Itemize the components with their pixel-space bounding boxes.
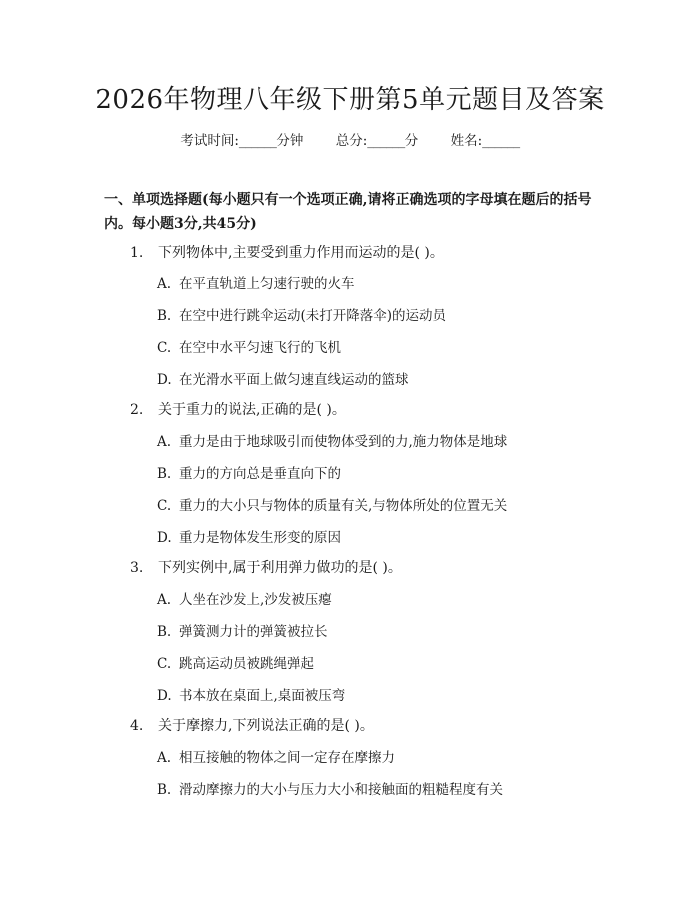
option-1b <box>157 306 446 326</box>
option-text: 重力是物体发生形变的原因 <box>179 530 341 546</box>
question-text: 关于摩擦力,下列说法正确的是( )。 <box>158 718 374 734</box>
time-label: 考试时间: <box>180 133 239 149</box>
option-text: 相互接触的物体之间一定存在摩擦力 <box>179 750 395 766</box>
option-2a <box>157 432 507 452</box>
section-heading: 一、单项选择题(每小题只有一个选项正确,请将正确选项的字母填在题后的括号内。每小题3分,共45分) <box>104 192 592 232</box>
option-4a <box>157 748 395 768</box>
option-letter: A. <box>157 434 172 450</box>
option-2b <box>157 464 341 484</box>
option-letter: B. <box>157 624 172 640</box>
option-letter: A. <box>157 276 172 292</box>
time-blank: ______ <box>238 133 277 149</box>
question-4 <box>130 716 374 736</box>
option-text: 在光滑水平面上做匀速直线运动的篮球 <box>179 372 409 388</box>
option-text: 书本放在桌面上,桌面被压弯 <box>179 688 346 704</box>
time-field <box>180 133 303 149</box>
option-text: 人坐在沙发上,沙发被压瘪 <box>179 592 332 608</box>
question-number: 4. <box>130 718 144 734</box>
time-unit: 分钟 <box>276 133 304 149</box>
option-3d <box>157 686 345 706</box>
score-field <box>336 133 419 149</box>
exam-info-line <box>0 131 700 151</box>
option-1c <box>157 338 341 358</box>
option-letter: B. <box>157 308 172 324</box>
option-3b <box>157 622 328 642</box>
question-number: 1. <box>130 245 144 261</box>
option-text: 在空中进行跳伞运动(未打开降落伞)的运动员 <box>179 308 447 324</box>
option-letter: D. <box>157 530 172 546</box>
question-2 <box>130 400 346 420</box>
question-1 <box>130 243 444 263</box>
question-text: 关于重力的说法,正确的是( )。 <box>158 402 346 418</box>
question-3 <box>130 558 402 578</box>
option-3c <box>157 654 314 674</box>
option-letter: B. <box>157 782 172 798</box>
name-label: 姓名: <box>450 133 483 149</box>
score-blank: ______ <box>367 133 405 149</box>
option-1d <box>157 370 409 390</box>
page-title: 2026年物理八年级下册第5单元题目及答案 <box>95 85 605 115</box>
question-number: 2. <box>130 402 144 418</box>
option-letter: D. <box>157 372 172 388</box>
option-text: 跳高运动员被跳绳弹起 <box>179 656 314 672</box>
option-text: 重力的方向总是垂直向下的 <box>179 466 341 482</box>
option-2c <box>157 496 507 516</box>
option-letter: A. <box>157 750 172 766</box>
option-text: 重力是由于地球吸引而使物体受到的力,施力物体是地球 <box>179 434 508 450</box>
option-letter: C. <box>157 498 172 514</box>
score-unit: 分 <box>404 133 419 149</box>
option-3a <box>157 590 332 610</box>
option-text: 在平直轨道上匀速行驶的火车 <box>179 276 355 292</box>
option-letter: C. <box>157 340 172 356</box>
name-field <box>451 133 520 149</box>
option-text: 在空中水平匀速飞行的飞机 <box>179 340 341 356</box>
option-text: 滑动摩擦力的大小与压力大小和接触面的粗糙程度有关 <box>179 782 503 798</box>
question-text: 下列物体中,主要受到重力作用而运动的是( )。 <box>158 245 444 261</box>
option-letter: D. <box>157 688 172 704</box>
name-blank: ______ <box>482 133 520 149</box>
option-4b <box>157 780 503 800</box>
option-text: 弹簧测力计的弹簧被拉长 <box>179 624 328 640</box>
option-letter: C. <box>157 656 172 672</box>
option-2d <box>157 528 341 548</box>
option-text: 重力的大小只与物体的质量有关,与物体所处的位置无关 <box>179 498 508 514</box>
option-1a <box>157 274 355 294</box>
score-label: 总分: <box>335 133 368 149</box>
option-letter: A. <box>157 592 172 608</box>
question-number: 3. <box>130 560 144 576</box>
option-letter: B. <box>157 466 172 482</box>
question-text: 下列实例中,属于利用弹力做功的是( )。 <box>158 560 402 576</box>
